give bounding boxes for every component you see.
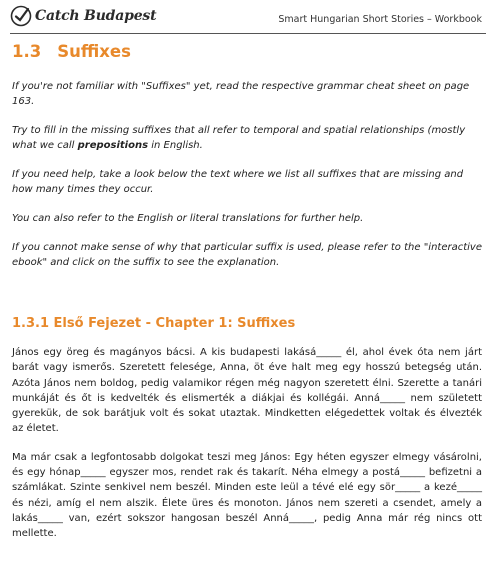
logo: [10, 5, 156, 27]
intro-paragraph-1: If you're not familiar with "Suffixes" yet, read the respective grammar cheat sheet on page 163.: [12, 81, 470, 107]
intro-paragraph-3: If you need help, take a look below the text where we list all suffixes that are missing and how many times they occur.: [12, 169, 464, 195]
section-title: Suffixes: [57, 42, 131, 61]
intro-paragraph-5: If you cannot make sense of why that particular suffix is used, please refer to the "interactive ebook" and click on the suffix to see the explanation.: [12, 242, 482, 268]
intro-paragraph-2: [12, 123, 482, 153]
story-text: [12, 345, 482, 542]
checkmark-logo-icon: [10, 5, 32, 27]
section-number: 1.3: [12, 42, 42, 61]
intro-p2-before: Try to fill in the missing suffixes that all refer to temporal and spatial relationships (mostly what we call: [12, 125, 466, 151]
logo-text: Catch Budapest: [35, 8, 157, 24]
header-title: Smart Hungarian Short Stories – Workbook: [278, 14, 482, 25]
section-heading: [12, 42, 482, 61]
intro-instructions: [12, 79, 482, 270]
header-divider: [10, 33, 486, 34]
story-paragraph-1: János egy öreg és magányos bácsi. A kis budapesti lakásá_____ él, ahol évek óta nem járt barát vagy ismerős. Szeretett felesége, Anna, öt éve halt meg egy hosszú betegség után. Azóta János nem boldog, pedig valamikor régen még nagyon szeretett élni. Szerette a tanári munkáját és őt is kedvelték és elismerték a diákjai és kollégái. Anná_____ nem született gyerekük, de sok barátjuk volt és sokat utaztak. Mindketten elégedettek voltak és élvezték az életet.: [12, 347, 482, 435]
intro-p2-bold: prepositions: [77, 140, 149, 151]
page-header: [0, 0, 496, 34]
intro-p2-after: in English.: [148, 140, 203, 151]
subsection-heading: 1.3.1 Első Fejezet - Chapter 1: Suffixes: [12, 316, 296, 331]
intro-paragraph-4: You can also refer to the English or literal translations for further help.: [12, 213, 364, 224]
page-content: [12, 36, 482, 542]
story-paragraph-2: Ma már csak a legfontosabb dolgokat teszi meg János: Egy héten egyszer elmegy vásárolni, és egy hónap_____ egyszer mos, rendet rak és takarít. Néha elmegy a postá_____ befizetni a számlákat. Szinte senkivel nem beszél. Minden este leül a tévé elé egy sör_____ a kezé_____ és nézi, amíg el nem alszik. Élete üres és monoton. János nem szereti a csendet, amely a lakás_____ van, ezért sokszor hangosan beszél Anná_____, pedig Anna már rég nincs ott mellette.: [12, 451, 482, 540]
